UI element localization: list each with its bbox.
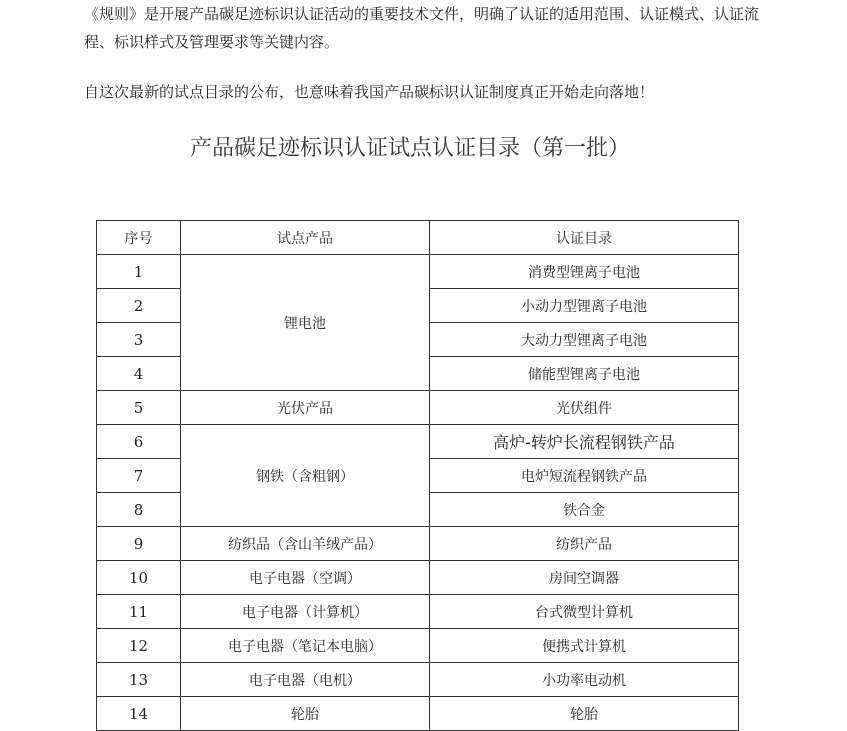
row-directory: 消费型锂离子电池 [430,255,739,289]
row-seq: 10 [97,561,181,595]
row-directory: 台式微型计算机 [430,595,739,629]
row-seq: 11 [97,595,181,629]
header-product: 试点产品 [181,221,430,255]
row-seq: 5 [97,391,181,425]
row-directory: 铁合金 [430,493,739,527]
row-seq: 3 [97,323,181,357]
row-seq: 7 [97,459,181,493]
row-product: 电子电器（空调） [181,561,430,595]
table-row [97,629,739,663]
row-product: 轮胎 [181,697,430,731]
row-directory: 轮胎 [430,697,739,731]
row-product: 电子电器（计算机） [181,595,430,629]
row-directory: 储能型锂离子电池 [430,357,739,391]
table-row [97,697,739,731]
row-directory: 高炉-转炉长流程钢铁产品 [430,425,739,459]
table-header-row [97,221,739,255]
row-seq: 6 [97,425,181,459]
table-row [97,663,739,697]
row-directory: 纺织产品 [430,527,739,561]
row-seq: 13 [97,663,181,697]
row-product: 锂电池 [181,255,430,391]
row-product: 电子电器（笔记本电脑） [181,629,430,663]
catalog-table [96,220,739,731]
header-seq: 序号 [97,221,181,255]
row-seq: 4 [97,357,181,391]
intro-paragraph: 《规则》是开展产品碳足迹标识认证活动的重要技术文件，明确了认证的适用范围、认证模式、认证流程、标识样式及管理要求等关键内容。 [84,5,760,51]
header-directory: 认证目录 [430,221,739,255]
row-seq: 14 [97,697,181,731]
row-product: 纺织品（含山羊绒产品） [181,527,430,561]
row-directory: 便携式计算机 [430,629,739,663]
row-directory: 大动力型锂离子电池 [430,323,739,357]
row-seq: 9 [97,527,181,561]
row-directory: 电炉短流程钢铁产品 [430,459,739,493]
row-directory: 小动力型锂离子电池 [430,289,739,323]
intro-paragraph-announcement: 自这次最新的试点目录的公布，也意味着我国产品碳标识认证制度真正开始走向落地！ [84,83,655,101]
table-row [97,391,739,425]
row-seq: 12 [97,629,181,663]
row-product: 电子电器（电机） [181,663,430,697]
row-directory: 小功率电动机 [430,663,739,697]
row-seq: 1 [97,255,181,289]
row-seq: 2 [97,289,181,323]
row-product: 钢铁（含粗钢） [181,425,430,527]
row-directory: 房间空调器 [430,561,739,595]
row-seq: 8 [97,493,181,527]
table-row [97,425,739,459]
table-row [97,527,739,561]
row-directory: 光伏组件 [430,391,739,425]
row-product: 光伏产品 [181,391,430,425]
table-row [97,255,739,289]
table-row [97,561,739,595]
catalog-title: 产品碳足迹标识认证试点认证目录（第一批） [189,136,630,161]
table-row [97,595,739,629]
